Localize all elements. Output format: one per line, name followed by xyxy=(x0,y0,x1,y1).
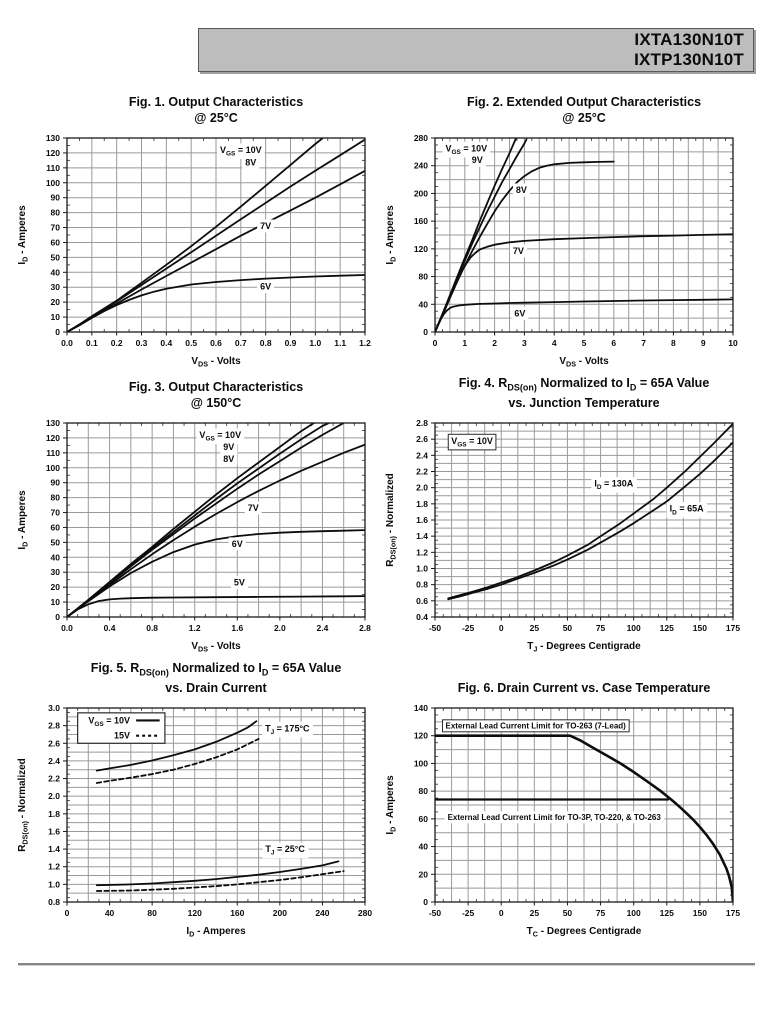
fig2-extended-output-characteristics-25c-ylabel: $I_D$ - Amperes xyxy=(385,205,398,265)
svg-text:130: 130 xyxy=(45,133,60,143)
svg-text:80: 80 xyxy=(418,786,428,797)
svg-text:175: 175 xyxy=(725,908,741,918)
svg-text:280: 280 xyxy=(357,908,373,918)
svg-text:0.4: 0.4 xyxy=(416,612,428,622)
svg-text:2.4: 2.4 xyxy=(316,623,329,633)
svg-text:1.6: 1.6 xyxy=(231,623,244,633)
fig1-output-characteristics-25c xyxy=(13,90,379,372)
svg-text:0.5: 0.5 xyxy=(185,338,198,348)
fig3-output-characteristics-150c-title: Fig. 3. Output Characteristics @ 150°C xyxy=(128,380,304,410)
svg-text:2.2: 2.2 xyxy=(416,466,428,477)
svg-text:40: 40 xyxy=(418,299,428,310)
svg-text:6: 6 xyxy=(611,338,617,348)
svg-text:0.0: 0.0 xyxy=(61,338,73,348)
fig4-rdson-normalized-vs-junction-temperature-canvas xyxy=(381,415,747,655)
fig4-rdson-normalized-vs-junction-temperature-xlabel: $T_J$ - Degrees Centigrade xyxy=(527,641,641,654)
svg-text:0: 0 xyxy=(55,612,60,622)
svg-text:120: 120 xyxy=(413,730,428,741)
svg-text:-50: -50 xyxy=(428,908,442,918)
svg-text:0.8: 0.8 xyxy=(259,338,272,348)
svg-text:175: 175 xyxy=(725,623,741,633)
svg-text:130: 130 xyxy=(45,418,60,428)
svg-text:1.6: 1.6 xyxy=(416,515,428,525)
svg-text:1.2: 1.2 xyxy=(416,547,428,558)
fig3-output-characteristics-150c-label-5: 5V xyxy=(233,577,245,588)
svg-text:80: 80 xyxy=(50,492,60,503)
svg-text:3: 3 xyxy=(522,338,527,348)
fig5-rdson-normalized-vs-drain-current xyxy=(13,660,379,942)
svg-text:120: 120 xyxy=(187,908,202,918)
svg-text:1.2: 1.2 xyxy=(359,338,371,348)
svg-text:5: 5 xyxy=(581,338,587,348)
svg-text:140: 140 xyxy=(413,703,428,713)
svg-text:70: 70 xyxy=(50,222,60,233)
svg-text:125: 125 xyxy=(659,908,674,918)
fig4-rdson-normalized-vs-junction-temperature-ylabel: $R_{DS(on)}$ - Normalized xyxy=(385,473,398,567)
fig6-drain-current-vs-case-temperature-title: Fig. 6. Drain Current vs. Case Temperature xyxy=(457,680,711,695)
part-number-line-1: IXTA130N10T xyxy=(634,30,744,49)
svg-text:160: 160 xyxy=(413,216,428,227)
fig3-output-characteristics-150c-ylabel: $I_D$ - Amperes xyxy=(17,490,30,550)
svg-text:1.0: 1.0 xyxy=(48,879,60,890)
svg-text:150: 150 xyxy=(692,623,707,633)
svg-text:280: 280 xyxy=(413,133,428,143)
svg-text:1.2: 1.2 xyxy=(48,861,60,872)
svg-text:0: 0 xyxy=(498,623,504,633)
svg-text:0.1: 0.1 xyxy=(85,338,98,348)
svg-text:70: 70 xyxy=(50,507,60,518)
svg-text:80: 80 xyxy=(147,908,157,918)
svg-text:1.4: 1.4 xyxy=(48,844,60,855)
svg-text:0.7: 0.7 xyxy=(234,338,247,348)
svg-text:0: 0 xyxy=(423,327,428,337)
svg-text:240: 240 xyxy=(413,160,428,171)
fig3-output-characteristics-150c-label-2: 8V xyxy=(223,453,235,464)
fig3-output-characteristics-150c-canvas xyxy=(13,415,379,655)
svg-text:200: 200 xyxy=(272,908,287,918)
svg-text:2.8: 2.8 xyxy=(48,720,60,731)
svg-text:0.4: 0.4 xyxy=(160,338,173,348)
svg-text:90: 90 xyxy=(50,192,60,203)
fig1-output-characteristics-25c-canvas xyxy=(13,130,379,370)
svg-text:150: 150 xyxy=(692,908,707,918)
fig6-drain-current-vs-case-temperature-canvas xyxy=(381,700,747,940)
fig5-rdson-normalized-vs-drain-current-label-1: $T_J = 25^\circ C$ xyxy=(265,844,305,857)
svg-text:0.6: 0.6 xyxy=(210,338,222,348)
svg-text:100: 100 xyxy=(45,462,60,473)
svg-text:1.0: 1.0 xyxy=(309,338,322,348)
part-number-line-2: IXTP130N10T xyxy=(634,50,744,69)
fig6-drain-current-vs-case-temperature-xlabel: $T_C$ - Degrees Centigrade xyxy=(526,926,642,939)
fig1-output-characteristics-25c-label-1: 8V xyxy=(245,157,257,168)
fig5-rdson-normalized-vs-drain-current-canvas xyxy=(13,700,379,940)
svg-text:40: 40 xyxy=(50,267,60,278)
svg-text:2.4: 2.4 xyxy=(48,755,60,766)
svg-text:10: 10 xyxy=(50,597,60,608)
svg-text:-50: -50 xyxy=(428,623,442,633)
svg-text:80: 80 xyxy=(418,271,428,282)
part-number-banner xyxy=(198,28,754,72)
svg-text:160: 160 xyxy=(230,908,245,918)
svg-text:1.8: 1.8 xyxy=(416,498,428,509)
svg-text:200: 200 xyxy=(413,188,428,199)
fig5-rdson-normalized-vs-drain-current-legend xyxy=(78,713,165,743)
svg-text:20: 20 xyxy=(418,869,428,880)
svg-text:1.8: 1.8 xyxy=(48,808,60,819)
svg-text:50: 50 xyxy=(562,908,573,918)
fig3-output-characteristics-150c xyxy=(13,375,379,657)
svg-text:0: 0 xyxy=(55,327,60,337)
svg-text:1.6: 1.6 xyxy=(48,826,60,837)
fig2-extended-output-characteristics-25c-label-1: 9V xyxy=(471,155,483,166)
fig3-output-characteristics-150c-label-3: 7V xyxy=(247,503,259,514)
svg-text:30: 30 xyxy=(50,567,60,578)
fig5-rdson-normalized-vs-drain-current-title: Fig. 5. $R_{DS(on)}$ Normalized to $I_D = 65A$ Value vs. Drain Current xyxy=(90,660,342,695)
svg-text:2.8: 2.8 xyxy=(416,418,428,428)
fig2-extended-output-characteristics-25c-canvas xyxy=(381,130,747,370)
svg-text:1: 1 xyxy=(462,338,468,348)
svg-text:0.2: 0.2 xyxy=(110,338,123,348)
svg-text:0: 0 xyxy=(498,908,504,918)
svg-text:60: 60 xyxy=(50,237,60,248)
fig4-rdson-normalized-vs-junction-temperature-title: Fig. 4. $R_{DS(on)}$ Normalized to $I_D = 65A$ Value vs. Junction Temperature xyxy=(458,375,710,410)
svg-text:25: 25 xyxy=(529,623,540,633)
fig2-extended-output-characteristics-25c-label-0: $V_{GS} = 10V$ xyxy=(445,143,488,156)
fig3-output-characteristics-150c-label-1: 9V xyxy=(223,441,235,452)
svg-text:0: 0 xyxy=(432,338,438,348)
svg-text:7: 7 xyxy=(641,338,646,348)
fig1-output-characteristics-25c-title: Fig. 1. Output Characteristics @ 25°C xyxy=(128,95,304,125)
svg-text:1.1: 1.1 xyxy=(334,338,347,348)
fig3-output-characteristics-150c-label-0: $V_{GS} = 10V$ xyxy=(199,429,242,443)
svg-text:110: 110 xyxy=(46,162,60,173)
svg-text:120: 120 xyxy=(45,432,60,443)
svg-text:100: 100 xyxy=(626,908,641,918)
svg-text:0.8: 0.8 xyxy=(146,623,159,633)
fig2-extended-output-characteristics-25c xyxy=(381,90,747,372)
svg-text:3.0: 3.0 xyxy=(48,703,60,713)
fig4-rdson-normalized-vs-junction-temperature xyxy=(381,375,747,657)
fig6-drain-current-vs-case-temperature xyxy=(381,660,747,942)
svg-text:2.6: 2.6 xyxy=(48,738,60,749)
svg-text:0.9: 0.9 xyxy=(284,338,297,348)
svg-text:0: 0 xyxy=(64,908,70,918)
svg-text:50: 50 xyxy=(50,252,60,263)
svg-text:60: 60 xyxy=(50,522,60,533)
svg-text:50: 50 xyxy=(562,623,573,633)
svg-text:0.4: 0.4 xyxy=(103,623,116,633)
fig2-extended-output-characteristics-25c-label-3: 7V xyxy=(512,245,524,256)
svg-text:0.0: 0.0 xyxy=(61,623,73,633)
svg-text:1.0: 1.0 xyxy=(416,563,428,574)
fig2-extended-output-characteristics-25c-title: Fig. 2. Extended Output Characteristics @ 25°C xyxy=(466,95,702,125)
fig5-rdson-normalized-vs-drain-current-xlabel: $I_D$ - Amperes xyxy=(186,926,246,939)
svg-text:2.0: 2.0 xyxy=(273,623,286,633)
charts-grid xyxy=(13,90,747,942)
svg-text:60: 60 xyxy=(418,813,428,824)
fig4-rdson-normalized-vs-junction-temperature-label-1: $I_D = 130A$ xyxy=(594,478,634,492)
fig5-rdson-normalized-vs-drain-current-label-0: $T_J = 175^\circ C$ xyxy=(265,723,310,736)
svg-text:1.2: 1.2 xyxy=(188,623,201,633)
svg-text:20: 20 xyxy=(50,297,60,308)
svg-text:0.6: 0.6 xyxy=(416,595,428,606)
svg-text:2.8: 2.8 xyxy=(359,623,371,633)
svg-text:8: 8 xyxy=(671,338,676,348)
svg-text:50: 50 xyxy=(50,537,60,548)
svg-text:0.3: 0.3 xyxy=(135,338,148,348)
svg-text:40: 40 xyxy=(104,908,115,918)
svg-text:240: 240 xyxy=(315,908,330,918)
svg-text:10: 10 xyxy=(50,312,60,323)
svg-text:100: 100 xyxy=(413,758,428,769)
fig1-output-characteristics-25c-label-2: 7V xyxy=(260,221,272,232)
svg-text:15V: 15V xyxy=(113,730,131,741)
fig6-drain-current-vs-case-temperature-ylabel: $I_D$ - Amperes xyxy=(385,775,398,835)
svg-text:-25: -25 xyxy=(461,623,475,633)
fig2-extended-output-characteristics-25c-label-4: 6V xyxy=(514,308,526,319)
svg-text:125: 125 xyxy=(659,623,674,633)
svg-text:110: 110 xyxy=(46,447,60,458)
svg-text:0.8: 0.8 xyxy=(416,579,428,590)
svg-text:2.2: 2.2 xyxy=(48,773,60,784)
svg-text:100: 100 xyxy=(45,177,60,188)
svg-text:2.6: 2.6 xyxy=(416,434,428,445)
svg-text:2.0: 2.0 xyxy=(416,482,428,493)
svg-text:10: 10 xyxy=(728,338,738,348)
fig1-output-characteristics-25c-xlabel: $V_{DS}$ - Volts xyxy=(191,356,241,369)
svg-text:20: 20 xyxy=(50,582,60,593)
svg-text:2.4: 2.4 xyxy=(416,450,428,461)
svg-text:25: 25 xyxy=(529,908,540,918)
fig3-output-characteristics-150c-label-4: 6V xyxy=(231,538,243,549)
fig1-output-characteristics-25c-label-0: $V_{GS} = 10V$ xyxy=(220,144,262,158)
svg-text:1.4: 1.4 xyxy=(416,531,428,542)
fig1-output-characteristics-25c-ylabel: $I_D$ - Amperes xyxy=(17,205,30,265)
svg-text:80: 80 xyxy=(50,207,60,218)
fig5-rdson-normalized-vs-drain-current-ylabel: $R_{DS(on)}$ - Normalized xyxy=(17,758,30,852)
fig1-output-characteristics-25c-label-3: 6V xyxy=(260,281,272,292)
fig2-extended-output-characteristics-25c-xlabel: $V_{DS}$ - Volts xyxy=(559,356,609,369)
svg-text:VGS = 10V: $V_{GS} = 10V$ xyxy=(88,715,131,729)
fig2-extended-output-characteristics-25c-label-2: 8V xyxy=(515,184,527,195)
svg-text:120: 120 xyxy=(45,147,60,158)
fig6-drain-current-vs-case-temperature-label-0: External Lead Current Limit for TO-263 (7-Lead) xyxy=(445,721,626,731)
fig4-rdson-normalized-vs-junction-temperature-label-0: $V_{GS} = 10V$ xyxy=(451,435,493,449)
svg-text:75: 75 xyxy=(595,908,606,918)
svg-text:0: 0 xyxy=(423,897,428,907)
svg-text:30: 30 xyxy=(50,282,60,293)
svg-text:100: 100 xyxy=(626,623,641,633)
footer-rule xyxy=(18,963,755,965)
svg-text:90: 90 xyxy=(50,477,60,488)
fig6-drain-current-vs-case-temperature-label-1: External Lead Current Limit for TO-3P, TO-220, & TO-263 xyxy=(447,812,661,822)
svg-text:2: 2 xyxy=(492,338,497,348)
fig3-output-characteristics-150c-xlabel: $V_{DS}$ - Volts xyxy=(191,641,241,654)
svg-text:120: 120 xyxy=(413,243,428,254)
svg-text:4: 4 xyxy=(551,338,557,348)
svg-text:40: 40 xyxy=(50,552,60,563)
svg-text:-25: -25 xyxy=(461,908,475,918)
svg-text:0.8: 0.8 xyxy=(48,897,60,907)
svg-text:9: 9 xyxy=(700,338,706,348)
fig4-rdson-normalized-vs-junction-temperature-label-2: $I_D = 65A$ xyxy=(669,503,704,517)
svg-text:2.0: 2.0 xyxy=(48,791,60,802)
svg-text:40: 40 xyxy=(418,841,428,852)
svg-text:75: 75 xyxy=(595,623,606,633)
